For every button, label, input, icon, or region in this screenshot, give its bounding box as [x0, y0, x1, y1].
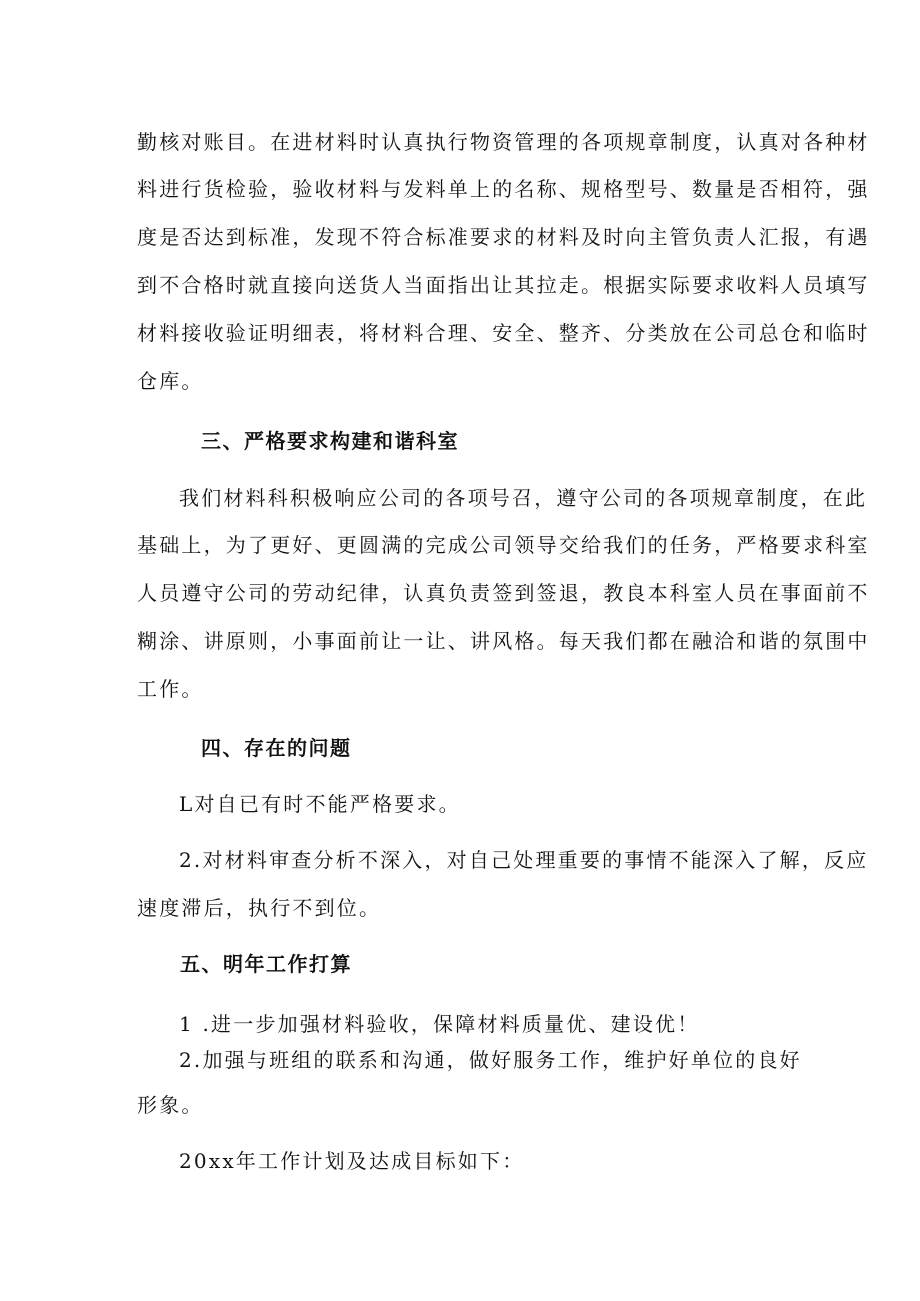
section3-heading: 三、严格要求构建和谐科室 [201, 429, 459, 453]
intro-line-5: 材料接收验证明细表，将材料合理、安全、整齐、分类放在公司总仓和临时 [137, 321, 870, 345]
section5-item-1: 1 .进一步加强材料验收，保障材料质量优、建设优！ [179, 1012, 700, 1036]
section4-item-2-line-2: 速度滞后，执行不到位。 [137, 896, 382, 920]
section3-line-1: 我们材料科积极响应公司的各项号召，遵守公司的各项规章制度，在此 [179, 486, 868, 510]
section3-line-4: 糊涂、讲原则，小事面前让一让、讲风格。每天我们都在融洽和谐的氛围中 [137, 629, 870, 653]
section4-item-2-line-1: 2.对材料审查分析不深入，对自己处理重要的事情不能深入了解，反应 [179, 848, 869, 872]
section4-heading: 四、存在的问题 [201, 736, 352, 760]
section4-item-1: L对自已有时不能严格要求。 [179, 792, 461, 816]
section5-item-2-line-2: 形象。 [137, 1093, 204, 1117]
section5-heading: 五、明年工作打算 [180, 952, 352, 976]
intro-line-3: 度是否达到标准，发现不符合标准要求的材料及时向主管负责人汇报，有遇 [137, 225, 870, 249]
intro-line-4: 到不合格时就直接向送货人当面指出让其拉走。根据实际要求收料人员填写 [137, 273, 870, 297]
closing-line: 20xx年工作计划及达成目标如下： [179, 1149, 525, 1173]
section3-line-5: 工作。 [137, 677, 204, 701]
intro-line-1: 勤核对账目。在进材料时认真执行物资管理的各项规章制度，认真对各种材 [137, 130, 870, 154]
section3-line-2: 基础上，为了更好、更圆满的完成公司领导交给我们的任务，严格要求科室 [137, 533, 870, 557]
section5-item-2-line-1: 2.加强与班组的联系和沟通，做好服务工作，维护好单位的良好 [179, 1048, 802, 1072]
intro-line-6: 仓库。 [137, 369, 204, 393]
section3-line-3: 人员遵守公司的劳动纪律，认真负责签到签退，教良本科室人员在事面前不 [137, 581, 870, 605]
intro-line-2: 料进行货检验，验收材料与发料单上的名称、规格型号、数量是否相符，强 [137, 177, 870, 201]
